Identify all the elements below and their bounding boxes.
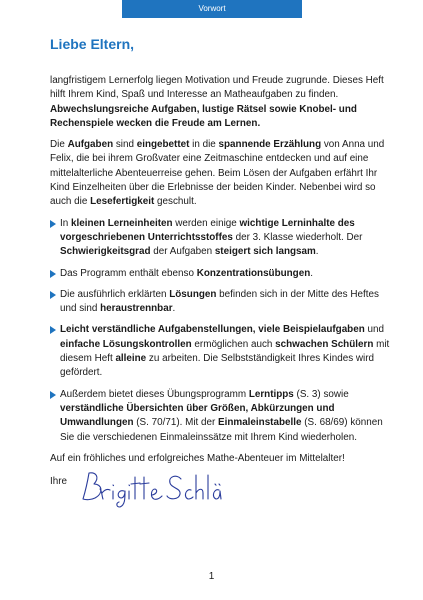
- bullet-item: [50, 323, 390, 380]
- text-run: .: [172, 303, 176, 315]
- text-run: .: [315, 246, 319, 258]
- bold-run: Einmaleinstabelle: [218, 417, 302, 429]
- bold-run: schwachen Schülern: [275, 338, 374, 350]
- text-run: (S. 70/71). Mit der: [133, 417, 219, 429]
- bold-run: Schwierigkeitsgrad: [60, 246, 151, 258]
- bold-run: Konzentrationsübungen: [196, 267, 311, 279]
- text-run: Das Programm enthält ebenso: [60, 267, 197, 279]
- bullet-arrow-icon: [50, 326, 56, 334]
- text-run: (S. 3) sowie: [293, 388, 349, 400]
- bullet-arrow-icon: [50, 291, 56, 299]
- bold-run: Lerntipps: [248, 388, 294, 400]
- text-run: .: [310, 267, 313, 279]
- bullet-item: [50, 288, 390, 317]
- bold-run: steigert sich langsam: [214, 246, 316, 258]
- bold-run: Lösungen: [169, 288, 217, 300]
- signature-label: Ihre: [50, 476, 68, 488]
- section-tab-label: Vorwort: [198, 4, 226, 13]
- text-run: befinden sich in der Mitte des Heftes und sind: [60, 288, 379, 315]
- text-run: Die: [50, 139, 68, 151]
- bold-run: kleinen Lerneinheiten: [70, 217, 173, 229]
- bold-run: Leicht verständliche Aufgabenstellungen, viele Beispielaufgaben: [60, 324, 365, 336]
- text-run: werden einige: [172, 217, 240, 229]
- bullet-arrow-icon: [50, 391, 56, 399]
- text-run: sind: [113, 139, 137, 151]
- bold-run: heraustrennbar: [100, 303, 173, 315]
- body-content: [50, 74, 390, 507]
- text-run: (S. 68/69) können Sie die verschiedenen Einmaleinssätze mit Ihrem Kind wiederholen.: [60, 417, 383, 443]
- text-run: geschult.: [154, 196, 197, 208]
- bold-run: einfache Lösungskontrollen: [60, 338, 192, 350]
- signature-image: [78, 469, 228, 509]
- bullet-item: [50, 388, 390, 445]
- section-tab: [122, 0, 302, 18]
- signature-block: [50, 473, 390, 507]
- text-run: langfristigem Lernerfolg liegen Motivation und Freude zugrunde. Dieses Heft hilft Ihrem Kind, Spaß und Interesse an Matheaufgaben zu finden.: [50, 75, 384, 101]
- text-run: Außerdem bietet dieses Übungsprogramm: [60, 388, 249, 400]
- bold-run: wichtige Lerninhalte des vorgeschriebenen Unterrichtsstoffes: [60, 217, 355, 243]
- text-run: der Aufgaben: [150, 246, 215, 258]
- bullet-item: [50, 267, 390, 281]
- text-run: und: [364, 324, 384, 336]
- bullet-text: [60, 268, 313, 279]
- text-run: Die ausführlich erklärten: [60, 288, 170, 300]
- bullet-arrow-icon: [50, 270, 56, 278]
- text-run: ermöglichen auch: [191, 338, 276, 350]
- text-run: von Anna und Felix, die bei ihrem Großvater eine Zeitmaschine entdecken und auf eine mittelalterliche Abenteuerreise gehen. Beim Lösen der Aufgaben erfährt Ihr Kind Einzelheiten über die Erlebnisse der beiden Kinder. Nebenbei wird so auch die: [50, 139, 385, 208]
- text-run: zu arbeiten. Die Selbstständigkeit Ihres Kindes wird gefördert.: [60, 353, 374, 379]
- story-paragraph: [50, 138, 390, 209]
- intro-paragraph: [50, 74, 390, 131]
- text-run: mit diesem Heft: [60, 338, 390, 365]
- text-run: In: [60, 217, 71, 229]
- page-number: 1: [208, 571, 215, 582]
- bullet-arrow-icon: [50, 220, 56, 228]
- bold-run: Aufgaben: [67, 139, 114, 151]
- text-run: der 3. Klasse wiederholt. Der: [232, 231, 363, 243]
- text-run: in die: [189, 139, 219, 151]
- bullet-text: [60, 324, 389, 378]
- bold-run: alleine: [115, 353, 147, 365]
- bullet-text: [60, 389, 383, 443]
- bullet-item: [50, 217, 390, 260]
- bullet-text: [60, 218, 362, 258]
- closing-paragraph: Auf ein fröhliches und erfolgreiches Mathe-Abenteuer im Mittelalter!: [50, 452, 345, 464]
- bold-run: Lesefertigkeit: [90, 196, 155, 208]
- page-heading: Liebe Eltern,: [50, 36, 135, 52]
- bold-run: verständliche Übersichten über Größen, Abkürzungen und Umwandlungen: [60, 402, 335, 429]
- bold-run: eingebettet: [136, 139, 190, 151]
- bold-run: spannende Erzählung: [218, 139, 322, 151]
- bold-run: Abwechslungsreiche Aufgaben, lustige Rätsel sowie Knobel- und Rechenspiele wecken die Freude am Lernen.: [50, 103, 357, 129]
- bullet-text: [60, 289, 379, 314]
